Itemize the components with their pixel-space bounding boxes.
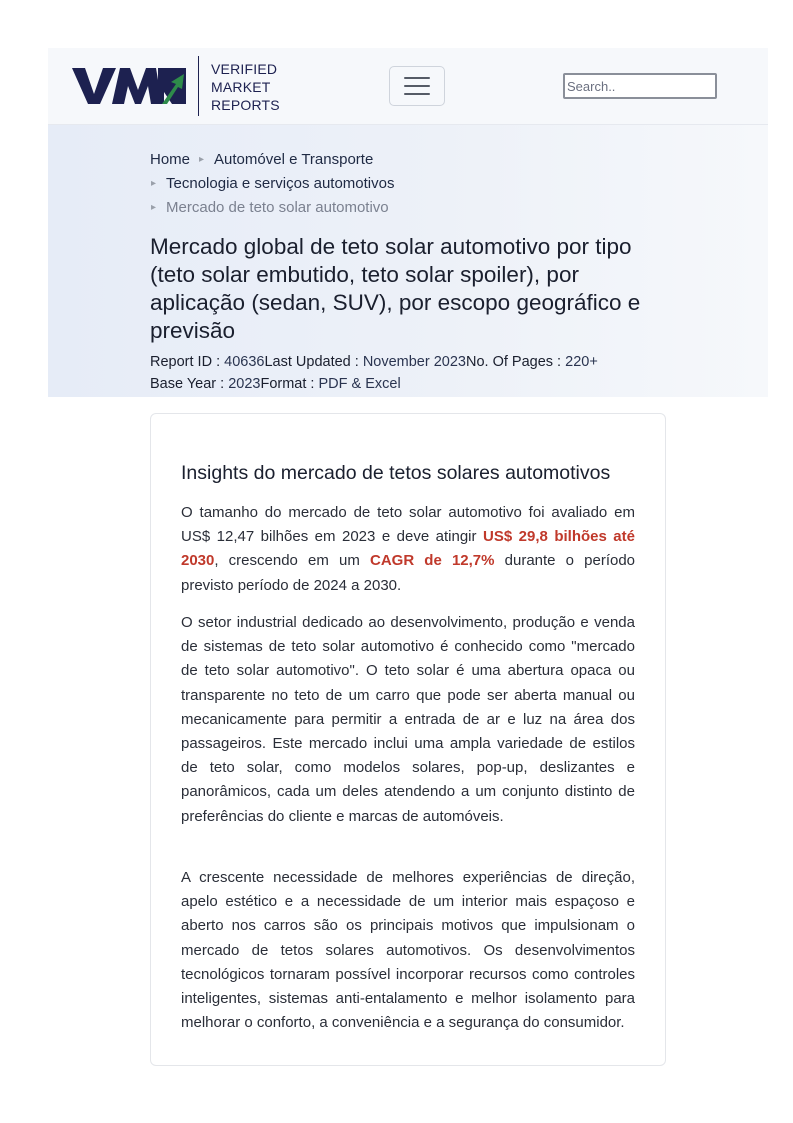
logo-wordmark — [211, 60, 280, 114]
hamburger-menu-button[interactable] — [389, 66, 445, 106]
logo-divider — [198, 56, 199, 116]
logo-word-3: REPORTS — [211, 97, 280, 113]
paragraph-definition: O setor industrial dedicado ao desenvolvimento, produção e venda de sistemas de teto solar automotivo é conhecido como "mercado de teto solar automotivo". O teto solar é uma abertura opaca ou transparente no teto de um carro que pode ser aberta manual ou mecanicamente para permitir a entrada de ar e luz na área dos passageiros. Este mercado inclui uma ampla variedade de estilos de teto solar, como modelos solares, pop-up, deslizantes e panorâmicos, cada um deles atendendo a um conjunto distinto de preferências do cliente e marcas de automóveis. — [181, 614, 635, 825]
breadcrumb-subcategory[interactable]: Tecnologia e serviços automotivos — [166, 175, 395, 192]
chevron-right-icon: ▸ — [151, 202, 157, 213]
p1-text-b: , crescendo em um — [214, 552, 370, 570]
vmr-logo[interactable] — [72, 56, 188, 116]
chevron-right-icon: ▸ — [151, 178, 157, 189]
report-meta — [150, 351, 598, 395]
report-hero — [48, 125, 768, 397]
p1-text-c: durante o período previsto período de 2024 a 2030. — [181, 552, 636, 594]
logo-word-2: MARKET — [211, 79, 271, 95]
breadcrumb-current: Mercado de teto solar automotivo — [166, 199, 389, 216]
base-year-label: Base Year : — [150, 376, 229, 392]
p1-text-a: O tamanho do mercado de teto solar automotivo foi avaliado em US$ 12,47 bilhões em 2023 e deve atingir — [181, 504, 635, 546]
pages-label: No. Of Pages : — [465, 354, 566, 370]
last-updated-label: Last Updated : — [264, 354, 363, 370]
highlight-cagr: CAGR de 12,7% — [370, 552, 495, 570]
report-id-value: 40636 — [224, 354, 265, 370]
menu-icon-bar — [404, 93, 430, 95]
meta-row-2 — [150, 373, 598, 395]
base-year-value: 2023 — [228, 376, 261, 392]
site-header — [48, 48, 768, 125]
paragraph-drivers: A crescente necessidade de melhores experiências de direção, apelo estético e a necessidade de um interior mais espaçoso e aberto nos carros são os principais motivos que impulsionam o mercado de tetos solares automotivos. Os desenvolvimentos tecnológicos tornaram possível incorporar recursos como controles inteligentes, sistemas anti-entalamento e melhor isolamento para melhorar o conforto, a conveniência e a segurança do consumidor. — [181, 869, 635, 1032]
highlight-forecast-value: US$ 29,8 bilhões até 2030 — [181, 528, 635, 570]
format-label: Format : — [260, 376, 319, 392]
pages-value: 220+ — [565, 354, 598, 370]
meta-row-1 — [150, 351, 598, 373]
search-input[interactable] — [563, 73, 717, 99]
menu-icon-bar — [404, 77, 430, 79]
report-id-label: Report ID : — [150, 354, 225, 370]
last-updated-value: November 2023 — [362, 354, 466, 370]
breadcrumb-home[interactable]: Home — [150, 151, 191, 168]
section-heading: Insights do mercado de tetos solares automotivos — [181, 462, 611, 484]
page-title: Mercado global de teto solar automotivo por tipo (teto solar embutido, teto solar spoiler), por aplicação (sedan, SUV), por escopo geográfico e previsão — [150, 234, 641, 343]
vmr-logo-mark — [72, 64, 188, 108]
chevron-right-icon: ▸ — [199, 154, 205, 165]
report-content-card — [150, 413, 666, 1066]
format-value: PDF & Excel — [318, 376, 401, 392]
logo-word-1: VERIFIED — [211, 61, 278, 77]
menu-icon-bar — [404, 85, 430, 87]
breadcrumb-category[interactable]: Automóvel e Transporte — [214, 151, 374, 168]
paragraph-market-size — [181, 501, 635, 598]
